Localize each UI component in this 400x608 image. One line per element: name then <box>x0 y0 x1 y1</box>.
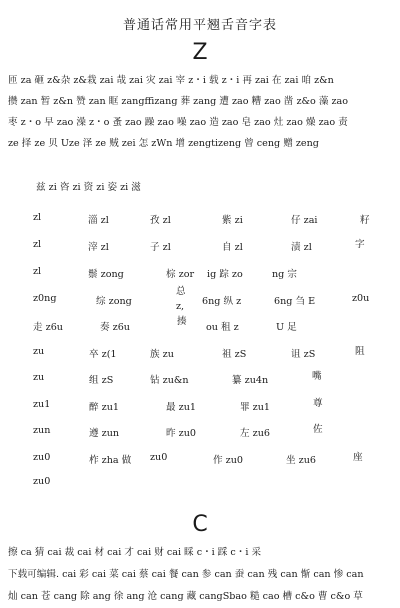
grid-cell: 组 zS <box>89 375 114 386</box>
section-letter-z: Z <box>192 40 208 65</box>
grid-cell: 钻 zu&n <box>150 375 189 386</box>
grid-cell: 滓 zl <box>88 242 109 253</box>
grid-cell: 尊 <box>313 398 323 409</box>
grid-cell: 揍 <box>177 316 187 327</box>
grid-cell: 鬃 zong <box>88 269 124 280</box>
grid-cell: zu0 <box>33 452 51 463</box>
grid-cell: zl <box>33 239 42 250</box>
grid-cell: 综 zong <box>96 296 132 307</box>
c-line-2: 下载可编辑. cai 彩 cai 菜 cai 蔡 cai 餐 can 参 can 蚕 can 残 can 惭 can 惨 can <box>8 569 364 580</box>
grid-cell: 仔 zai <box>291 215 318 226</box>
grid-cell: 佐 <box>313 424 323 435</box>
grid-cell: 奏 z6u <box>100 322 130 333</box>
grid-cell: 坐 zu6 <box>286 455 316 466</box>
grid-cell: 6ng 刍 E <box>274 296 316 307</box>
grid-cell: zu <box>33 372 45 383</box>
grid-cell: 籽 <box>360 215 370 226</box>
grid-cell: 自 zl <box>222 242 243 253</box>
grid-cell: 族 zu <box>150 349 174 360</box>
grid-cell: 走 z6u <box>33 322 63 333</box>
grid-cell: ou 租 z <box>206 322 239 333</box>
grid-cell: 卒 z(1 <box>89 349 117 360</box>
grid-cell: 子 zl <box>150 242 171 253</box>
grid-cell: 罪 zu1 <box>240 402 270 413</box>
page-title: 普通话常用平翘舌音字表 <box>122 18 277 33</box>
z-line-1: 匝 za 砸 z&杂 z&栽 zai 哉 zai 灾 zai 宰 z・i 载 z・i 再 zai 在 zai 咱 z&n <box>8 75 334 86</box>
grid-cell: U 足 <box>276 322 297 333</box>
z-indent-line: 兹 zi 咨 zi 资 zi 姿 zi 滋 <box>36 182 141 193</box>
section-letter-c: C <box>192 512 208 537</box>
grid-cell: z, <box>176 301 185 312</box>
grid-cell: ng 宗 <box>272 269 297 280</box>
z-line-4: ze 择 ze 贝 Uze 泽 ze 贼 zei 怎 zWn 增 zengtizeng 曾 ceng 赠 zeng <box>8 138 319 149</box>
grid-cell: 遵 zun <box>89 428 120 439</box>
grid-cell: z0ng <box>33 293 57 304</box>
c-line-3: 灿 can 苍 cang 除 ang 徐 ang 沧 cang 藏 cangSbao 糙 cao 槽 c&o 曹 c&o 草 <box>8 591 363 602</box>
grid-cell: 6ng 纵 z <box>202 296 242 307</box>
grid-cell: 座 <box>353 452 363 463</box>
grid-cell: 诅 zS <box>291 349 316 360</box>
z-line-2: 攒 zan 暂 z&n 赞 zan 眶 zangffizang 葬 zang 遭 zao 糟 zao 凿 z&o 藻 zao <box>8 96 349 107</box>
grid-cell: zl <box>33 212 42 223</box>
grid-cell: 渍 zl <box>291 242 312 253</box>
grid-cell: 紫 zi <box>222 215 243 226</box>
grid-cell: 作 zu0 <box>213 455 243 466</box>
grid-cell: 字 <box>355 239 365 250</box>
grid-cell: zu0 <box>150 452 168 463</box>
grid-cell: 嘴 <box>312 371 322 382</box>
grid-cell: z0u <box>352 293 370 304</box>
grid-cell: 纂 zu4n <box>232 375 269 386</box>
c-line-1: 擦 ca 猜 cai 裁 cai 材 cai 才 cai 财 cai 睬 c・i 踩 c・i 采 <box>8 547 262 558</box>
grid-cell: zu1 <box>33 399 51 410</box>
grid-cell: zu <box>33 346 45 357</box>
grid-cell: 最 zu1 <box>166 402 196 413</box>
grid-cell: zl <box>33 266 42 277</box>
c-paragraph <box>8 542 394 608</box>
grid-cell: 阻 <box>355 346 365 357</box>
grid-cell: 祖 zS <box>222 349 247 360</box>
grid-cell: 棕 zor <box>166 269 195 280</box>
grid-cell: 醉 zu1 <box>89 402 119 413</box>
grid-cell: 总 <box>176 286 186 297</box>
grid-cell: 孜 zl <box>150 215 171 226</box>
grid-cell: 左 zu6 <box>240 428 270 439</box>
grid-cell: ig 踪 zo <box>207 269 243 280</box>
grid-cell: 柞 zha 做 <box>89 455 132 466</box>
grid-cell: zu0 <box>33 476 51 487</box>
grid-cell: 淄 zl <box>88 215 109 226</box>
z-line-3: 枣 z・o 早 zao 澡 z・o 蚤 zao 躁 zao 噪 zao 造 zao 皂 zao 灶 zao 燥 zao 责 <box>8 117 348 128</box>
grid-cell: zun <box>33 425 51 436</box>
grid-cell: 昨 zu0 <box>166 428 196 439</box>
